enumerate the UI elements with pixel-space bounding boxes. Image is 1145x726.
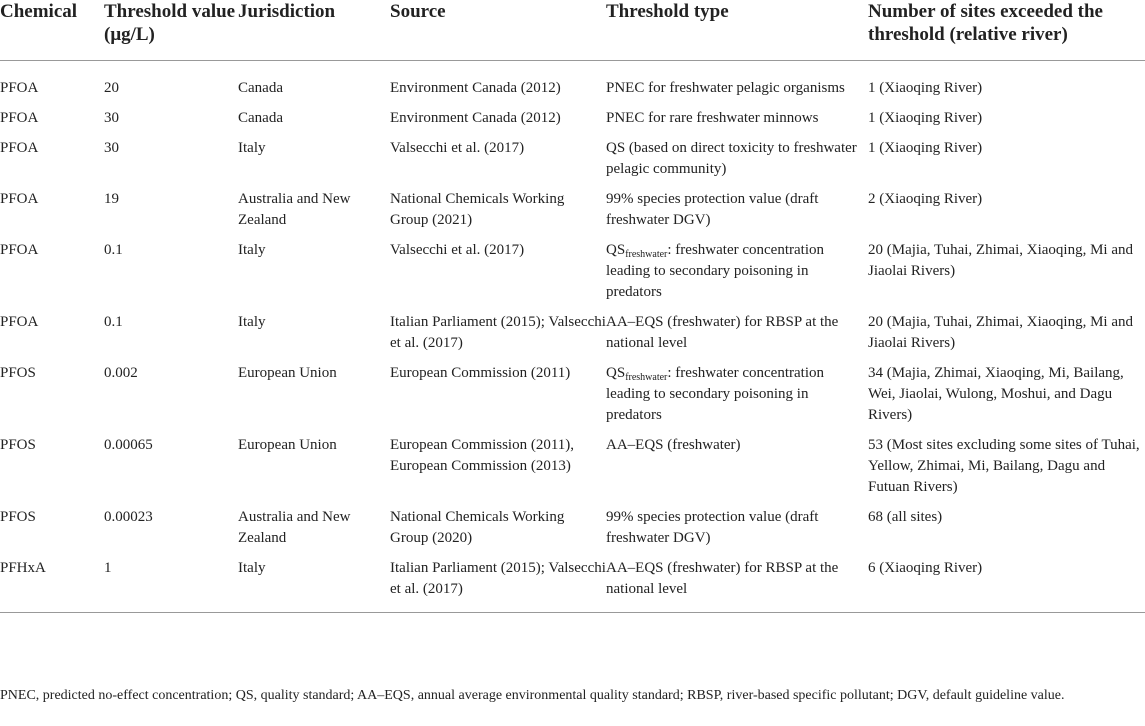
table-row (0, 363, 1145, 435)
cell-sites-exceeded: 53 (Most sites excluding some sites of Tuhai, Yellow, Zhimai, Mi, Bailang, Dagu and Futuan Rivers) (868, 437, 1140, 495)
cell-sites-exceeded: 34 (Majia, Zhimai, Xiaoqing, Mi, Bailang, Wei, Jiaolai, Wulong, Moshui, and Dagu Rivers) (868, 365, 1124, 423)
table-row (0, 108, 1145, 138)
cell-chemical: PFOA (0, 314, 39, 330)
table-row (0, 61, 1145, 109)
cell-threshold-value: 0.1 (104, 242, 123, 258)
cell-chemical: PFOA (0, 110, 39, 126)
cell-threshold-value: 20 (104, 80, 119, 96)
cell-threshold-type: AA–EQS (freshwater) for RBSP at the national level (606, 314, 839, 351)
cell-threshold-type: QS (based on direct toxicity to freshwater pelagic community) (606, 140, 857, 177)
cell-jurisdiction: Canada (238, 110, 283, 126)
cell-source: Valsecchi et al. (2017) (390, 242, 525, 258)
cell-threshold-value: 0.00023 (104, 509, 153, 525)
cell-chemical: PFOS (0, 509, 36, 525)
table-row (0, 189, 1145, 240)
cell-threshold-value: 0.1 (104, 314, 123, 330)
cell-jurisdiction: European Union (238, 365, 337, 381)
cell-jurisdiction: Italy (238, 242, 266, 258)
cell-threshold-value: 30 (104, 110, 119, 126)
cell-source: Italian Parliament (2015); Valsecchi et al. (2017) (390, 314, 606, 351)
table-row (0, 138, 1145, 189)
cell-threshold-value: 19 (104, 191, 119, 207)
cell-threshold-type: PNEC for rare freshwater minnows (606, 110, 819, 126)
cell-source: European Commission (2011) (390, 365, 571, 381)
header-threshold-type: Threshold type (606, 0, 868, 61)
header-chemical: Chemical (0, 0, 104, 61)
cell-source: National Chemicals Working Group (2021) (390, 191, 565, 228)
cell-chemical: PFOS (0, 437, 36, 453)
cell-threshold-type: AA–EQS (freshwater) (606, 437, 741, 453)
cell-chemical: PFOA (0, 242, 39, 258)
table-header-row (0, 0, 1145, 61)
table-row (0, 312, 1145, 363)
cell-jurisdiction: Italy (238, 558, 390, 613)
header-jurisdiction: Jurisdiction (238, 0, 390, 61)
cell-source: European Commission (2011), European Commission (2013) (390, 437, 575, 474)
cell-source: Environment Canada (2012) (390, 80, 561, 96)
table-row (0, 558, 1145, 613)
header-threshold-value: Threshold value (μg/L) (104, 0, 238, 61)
cell-sites-exceeded: 20 (Majia, Tuhai, Zhimai, Xiaoqing, Mi and Jiaolai Rivers) (868, 314, 1133, 351)
threshold-type-subscript: freshwater (625, 249, 668, 260)
threshold-type-text: : freshwater concentration leading to secondary poisoning in predators (606, 242, 824, 300)
cell-chemical: PFHxA (0, 558, 104, 613)
header-sites-exceeded: Number of sites exceeded the threshold (relative river) (868, 0, 1145, 61)
threshold-type-subscript: freshwater (625, 372, 668, 383)
table-row (0, 240, 1145, 312)
cell-chemical: PFOA (0, 140, 39, 156)
cell-jurisdiction: Italy (238, 314, 266, 330)
cell-jurisdiction: Canada (238, 80, 283, 96)
cell-jurisdiction: Australia and New Zealand (238, 509, 351, 546)
header-source: Source (390, 0, 606, 61)
threshold-type-prefix: QS (606, 242, 626, 258)
cell-threshold-type: 99% species protection value (draft freshwater DGV) (606, 191, 819, 228)
cell-sites-exceeded: 1 (Xiaoqing River) (868, 80, 983, 96)
cell-chemical: PFOA (0, 191, 39, 207)
cell-chemical: PFOA (0, 80, 39, 96)
cell-sites-exceeded: 1 (Xiaoqing River) (868, 140, 983, 156)
cell-jurisdiction: Italy (238, 140, 266, 156)
cell-threshold-type (606, 240, 868, 312)
cell-sites-exceeded: 68 (all sites) (868, 509, 943, 525)
threshold-type-prefix: QS (606, 365, 626, 381)
cell-threshold-value: 0.00065 (104, 437, 153, 453)
cell-threshold-value: 1 (104, 558, 238, 613)
cell-jurisdiction: European Union (238, 437, 337, 453)
cell-jurisdiction: Australia and New Zealand (238, 191, 351, 228)
table-row (0, 507, 1145, 558)
cell-threshold-value: 30 (104, 140, 119, 156)
table-row (0, 435, 1145, 507)
cell-threshold-type (606, 363, 868, 435)
cell-sites-exceeded: 6 (Xiaoqing River) (868, 558, 1145, 613)
cell-source: Environment Canada (2012) (390, 110, 561, 126)
cell-source: National Chemicals Working Group (2020) (390, 509, 565, 546)
cell-threshold-type: 99% species protection value (draft freshwater DGV) (606, 509, 819, 546)
cell-threshold-type: PNEC for freshwater pelagic organisms (606, 80, 845, 96)
cell-source: Italian Parliament (2015); Valsecchi et al. (2017) (390, 558, 606, 613)
cell-chemical: PFOS (0, 365, 36, 381)
table-footnote: PNEC, predicted no-effect concentration; QS, quality standard; AA–EQS, annual average environmental quality standard; RBSP, river-based specific pollutant; DGV, default guideline value. (0, 688, 1065, 703)
cell-threshold-type: AA–EQS (freshwater) for RBSP at the national level (606, 558, 868, 613)
cell-threshold-value: 0.002 (104, 365, 138, 381)
cell-sites-exceeded: 1 (Xiaoqing River) (868, 110, 983, 126)
threshold-type-text: : freshwater concentration leading to secondary poisoning in predators (606, 365, 824, 423)
cell-source: Valsecchi et al. (2017) (390, 140, 525, 156)
cell-sites-exceeded: 20 (Majia, Tuhai, Zhimai, Xiaoqing, Mi and Jiaolai Rivers) (868, 242, 1133, 279)
cell-sites-exceeded: 2 (Xiaoqing River) (868, 191, 983, 207)
